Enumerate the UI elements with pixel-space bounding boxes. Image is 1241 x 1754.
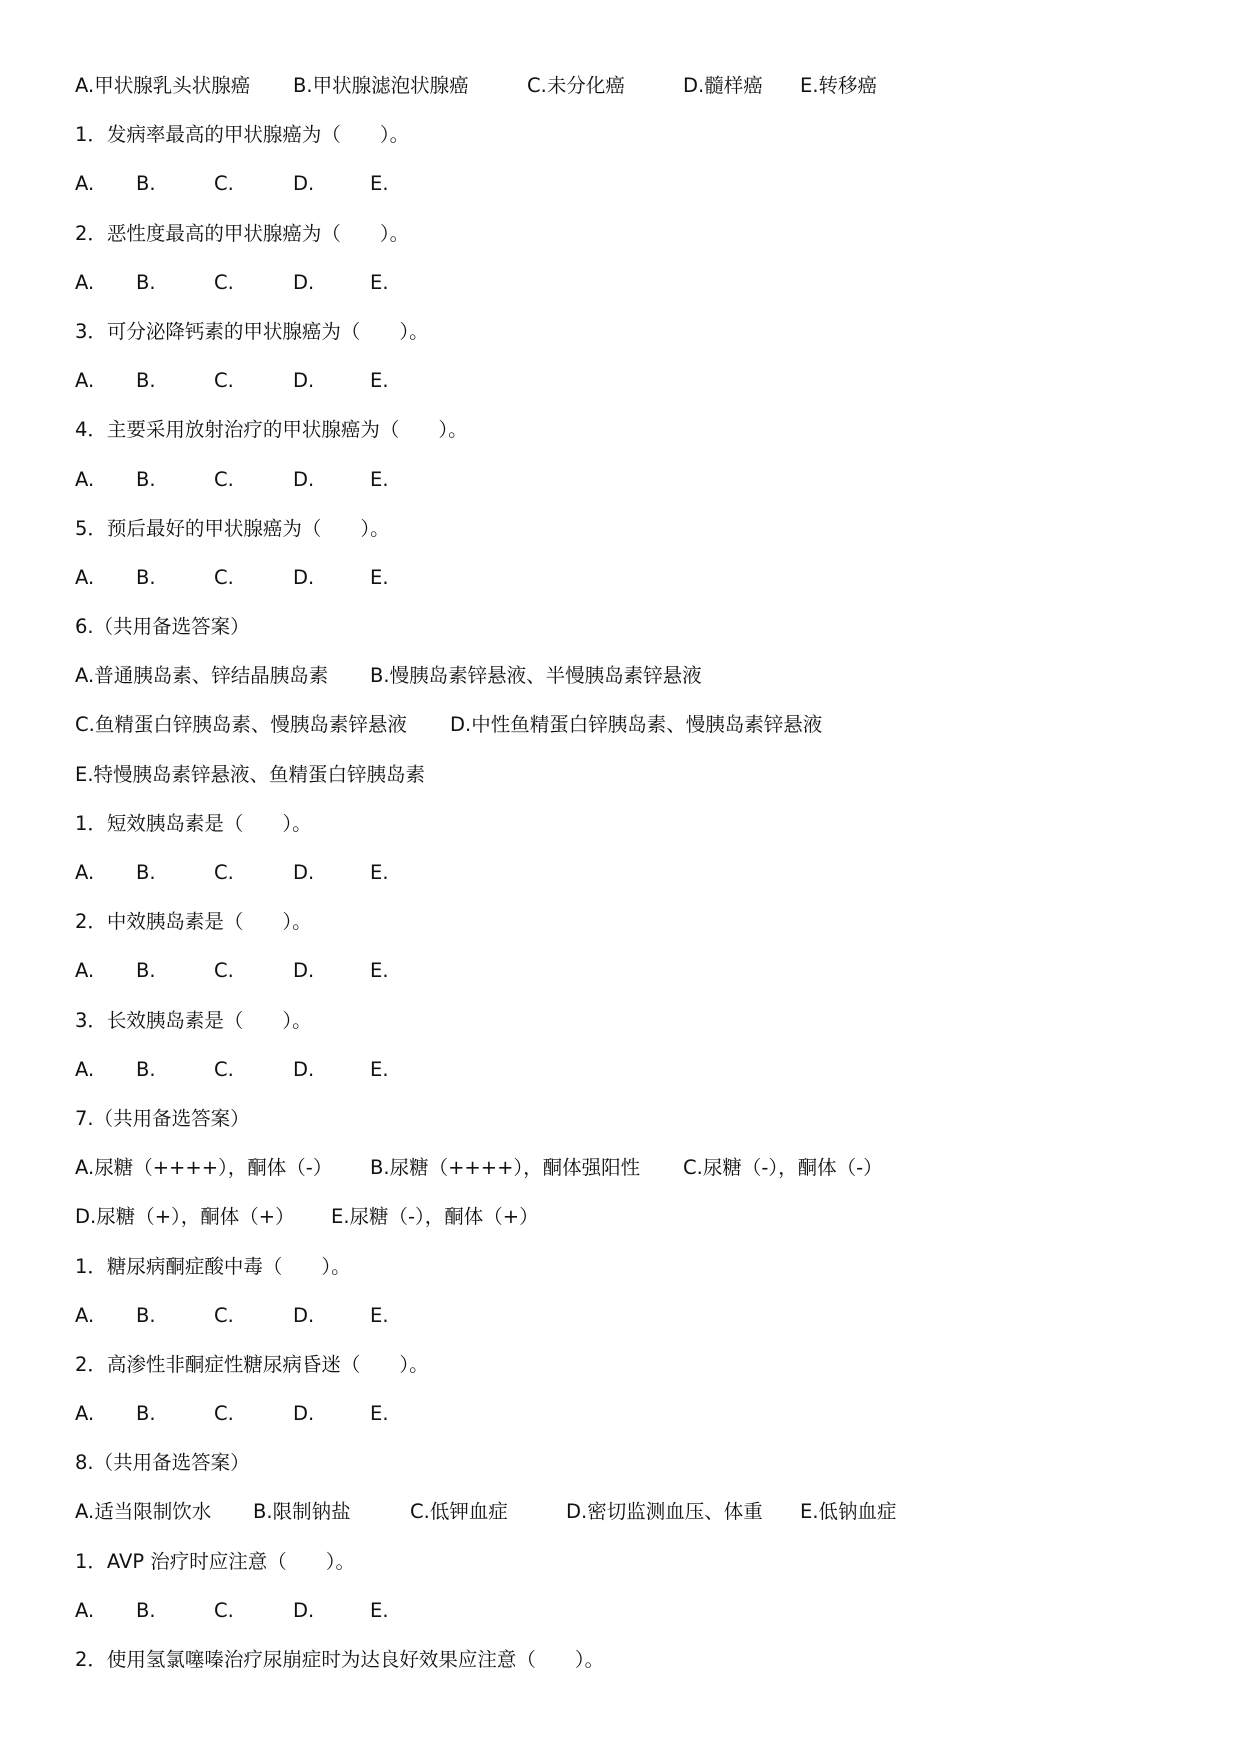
question-text: 2．高渗性非酮症性糖尿病昏迷（ ）。 [75,1352,429,1376]
option-a: A.适当限制饮水 [75,1500,212,1524]
choice-b[interactable]: B. [136,1402,156,1426]
choice-b[interactable]: B. [136,861,156,884]
choice-d[interactable]: D. [293,467,315,491]
choice-d[interactable]: D. [293,565,315,589]
choice-a[interactable]: A. [75,172,95,196]
question-text: 5．预后最好的甲状腺癌为（ ）。 [75,516,390,540]
document-page [75,68,1175,1691]
question-text: 1．AVP 治疗时应注意（ ）。 [75,1549,356,1573]
choice-c[interactable]: C. [214,1402,234,1426]
choice-c[interactable]: C. [214,861,234,884]
choice-c[interactable]: C. [214,270,234,294]
option-c: C.鱼精蛋白锌胰岛素、慢胰岛素锌悬液 [75,713,407,737]
group-header: 8.（共用备选答案） [75,1451,250,1475]
question-text: 1．发病率最高的甲状腺癌为（ ）。 [75,123,410,147]
option-b: B.尿糖（++++），酮体强阳性 [370,1156,641,1180]
option-e: E.特慢胰岛素锌悬液、鱼精蛋白锌胰岛素 [75,762,426,786]
choice-d[interactable]: D. [293,1057,315,1081]
option-d: D.尿糖（+），酮体（+） [75,1205,295,1229]
options-line [75,68,1175,117]
choice-c[interactable]: C. [214,1598,234,1622]
choice-c[interactable]: C. [214,1057,234,1081]
option-d: D.中性鱼精蛋白锌胰岛素、慢胰岛素锌悬液 [450,713,823,737]
group-header: 6.（共用备选答案） [75,615,250,639]
choice-a[interactable]: A. [75,1598,95,1622]
question-text: 4．主要采用放射治疗的甲状腺癌为（ ）。 [75,418,468,442]
choice-e[interactable]: E. [370,1057,389,1081]
choice-e[interactable]: E. [370,1598,389,1622]
option-e: E.转移癌 [800,74,878,97]
choice-d[interactable]: D. [293,369,315,393]
question-text: 1．糖尿病酮症酸中毒（ ）。 [75,1254,351,1278]
choice-d[interactable]: D. [293,1598,315,1622]
group-header: 7.（共用备选答案） [75,1106,250,1130]
choice-a[interactable]: A. [75,565,95,589]
options-line [75,1494,1175,1543]
option-a: A.普通胰岛素、锌结晶胰岛素 [75,664,329,688]
option-d: D.髓样癌 [683,74,763,97]
question-text: 2．中效胰岛素是（ ）。 [75,910,312,934]
choice-e[interactable]: E. [370,369,389,393]
choice-a[interactable]: A. [75,369,95,393]
choice-c[interactable]: C. [214,1303,234,1327]
choice-row [75,855,1175,904]
choice-b[interactable]: B. [136,1303,156,1327]
option-a: A.尿糖（++++），酮体（-） [75,1156,333,1180]
choice-e[interactable]: E. [370,565,389,589]
choice-row [75,1298,1175,1347]
choice-d[interactable]: D. [293,172,315,196]
choice-d[interactable]: D. [293,861,315,884]
choice-row [75,560,1175,609]
choice-c[interactable]: C. [214,959,234,983]
choice-c[interactable]: C. [214,172,234,196]
option-c: C.尿糖（-），酮体（-） [683,1156,883,1180]
choice-a[interactable]: A. [75,861,95,884]
choice-a[interactable]: A. [75,467,95,491]
choice-e[interactable]: E. [370,1303,389,1327]
option-a: A.甲状腺乳头状腺癌 [75,74,251,97]
question-text: 2．恶性度最高的甲状腺癌为（ ）。 [75,221,410,245]
option-e: E.低钠血症 [800,1500,897,1524]
choice-row [75,462,1175,511]
choice-b[interactable]: B. [136,1057,156,1081]
question-text: 2．使用氢氯噻嗪治疗尿崩症时为达良好效果应注意（ ）。 [75,1648,605,1671]
choice-d[interactable]: D. [293,1402,315,1426]
option-b: B.限制钠盐 [253,1500,351,1524]
choice-a[interactable]: A. [75,1303,95,1327]
choice-b[interactable]: B. [136,369,156,393]
options-line [75,707,1175,756]
question-text: 1．短效胰岛素是（ ）。 [75,811,312,835]
choice-row [75,1052,1175,1101]
options-line [75,1150,1175,1199]
choice-e[interactable]: E. [370,959,389,983]
choice-e[interactable]: E. [370,270,389,294]
option-d: D.密切监测血压、体重 [566,1500,763,1524]
choice-row [75,166,1175,215]
option-b: B.慢胰岛素锌悬液、半慢胰岛素锌悬液 [370,664,702,688]
choice-row [75,953,1175,1002]
options-line [75,757,1175,806]
choice-d[interactable]: D. [293,270,315,294]
choice-row [75,1593,1175,1642]
choice-a[interactable]: A. [75,1402,95,1426]
choice-d[interactable]: D. [293,959,315,983]
choice-e[interactable]: E. [370,172,389,196]
choice-e[interactable]: E. [370,467,389,491]
choice-a[interactable]: A. [75,270,95,294]
choice-b[interactable]: B. [136,1598,156,1622]
option-c: C.未分化癌 [527,74,625,97]
option-b: B.甲状腺滤泡状腺癌 [293,74,469,97]
options-line [75,658,1175,707]
choice-row [75,363,1175,412]
option-c: C.低钾血症 [410,1500,508,1524]
choice-b[interactable]: B. [136,172,156,196]
choice-a[interactable]: A. [75,1057,95,1081]
choice-a[interactable]: A. [75,959,95,983]
choice-b[interactable]: B. [136,270,156,294]
choice-c[interactable]: C. [214,467,234,491]
choice-b[interactable]: B. [136,565,156,589]
choice-b[interactable]: B. [136,959,156,983]
choice-c[interactable]: C. [214,369,234,393]
choice-row [75,265,1175,314]
choice-d[interactable]: D. [293,1303,315,1327]
option-e: E.尿糖（-），酮体（+） [331,1205,539,1229]
choice-c[interactable]: C. [214,565,234,589]
options-line [75,1199,1175,1248]
question-text: 3．可分泌降钙素的甲状腺癌为（ ）。 [75,319,429,343]
question-text: 3．长效胰岛素是（ ）。 [75,1008,312,1032]
choice-e[interactable]: E. [370,1402,389,1426]
choice-e[interactable]: E. [370,861,389,884]
choice-row [75,1396,1175,1445]
choice-b[interactable]: B. [136,467,156,491]
